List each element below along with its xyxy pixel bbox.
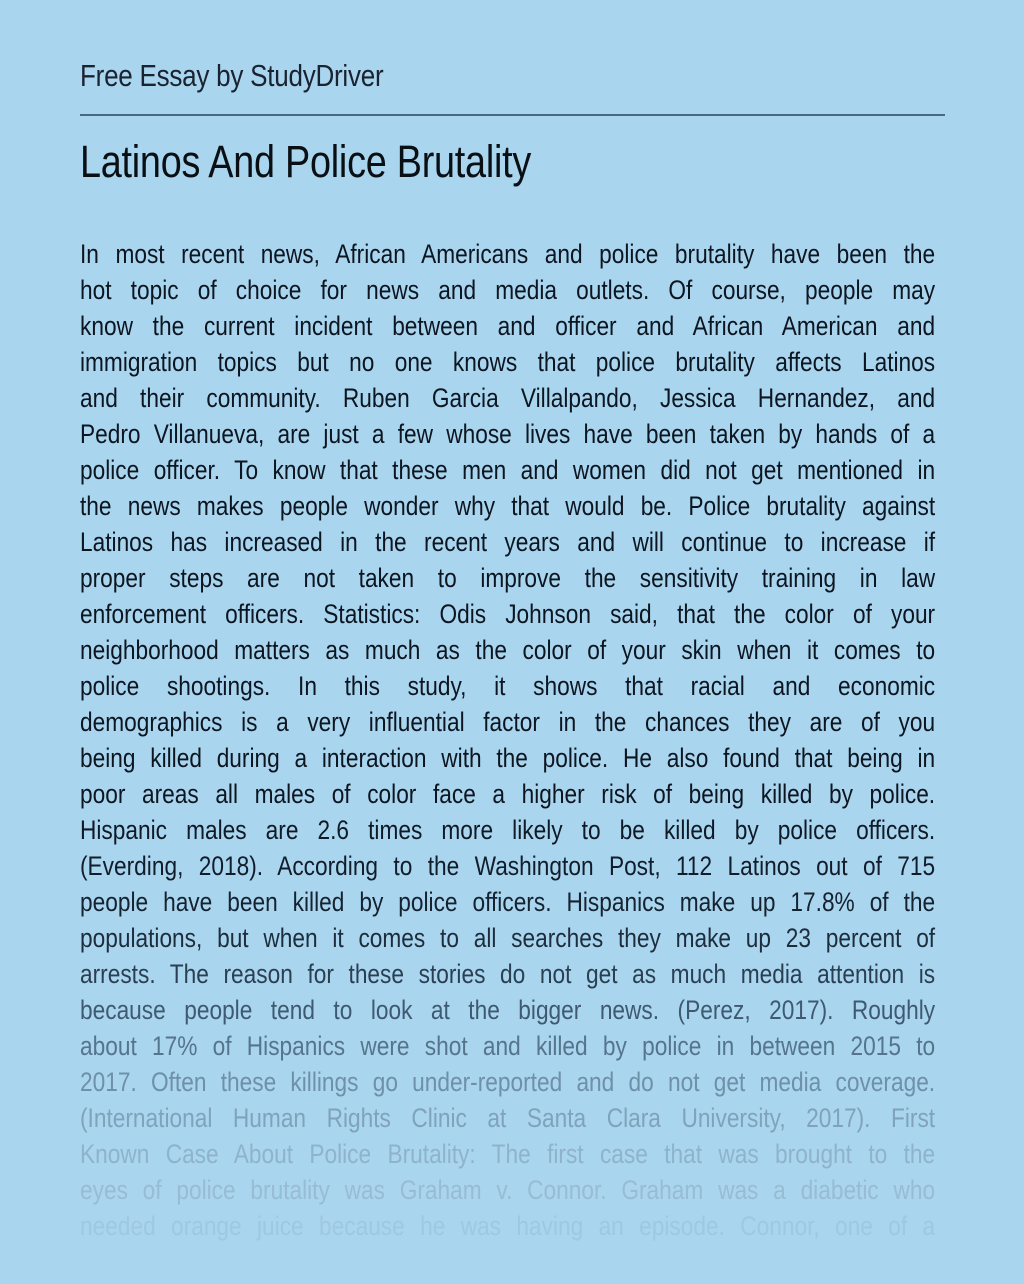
essay-line [80, 524, 935, 560]
essay-line-text: hot topic of choice for news and media outlets. Of course, people may [80, 275, 936, 305]
essay-line-text: poor areas all males of color face a higher risk of being killed by police. [80, 779, 936, 809]
essay-line-text: Known Case About Police Brutality: The first case that was brought to the [80, 1139, 936, 1169]
essay-line [80, 956, 935, 992]
essay-line [80, 1136, 935, 1172]
essay-line [80, 596, 935, 632]
essay-line-text: Hispanic males are 2.6 times more likely to be killed by police officers. [80, 815, 936, 845]
essay-line-text: know the current incident between and officer and African American and [80, 311, 936, 341]
essay-line [80, 236, 935, 272]
essay-line [80, 344, 935, 380]
essay-line [80, 560, 935, 596]
essay-line-text: neighborhood matters as much as the color of your skin when it comes to [80, 635, 936, 665]
essay-line-text: 2017. Often these killings go under-reported and do not get media coverage. [80, 1067, 936, 1097]
essay-line [80, 992, 935, 1028]
essay-line-text: police shootings. In this study, it shows that racial and economic [80, 671, 936, 701]
essay-line-text: Pedro Villanueva, are just a few whose lives have been taken by hands of a [80, 419, 936, 449]
essay-line-text: arrests. The reason for these stories do not get as much media attention is [80, 959, 936, 989]
essay-line-text: immigration topics but no one knows that police brutality affects Latinos [80, 347, 936, 377]
essay-line [80, 812, 935, 848]
essay-line-text: eyes of police brutality was Graham v. Connor. Graham was a diabetic who [80, 1175, 936, 1205]
essay-line [80, 740, 935, 776]
essay-line-text: demographics is a very influential factor in the chances they are of you [80, 707, 936, 737]
essay-line [80, 416, 935, 452]
essay-line [80, 380, 935, 416]
essay-line-text: about 17% of Hispanics were shot and killed by police in between 2015 to [80, 1031, 936, 1061]
essay-line [80, 920, 935, 956]
essay-line [80, 632, 935, 668]
essay-line-text: populations, but when it comes to all searches they make up 23 percent of [80, 923, 936, 953]
essay-line-text: (Everding, 2018). According to the Washington Post, 112 Latinos out of 715 [80, 851, 936, 881]
essay-line [80, 884, 935, 920]
essay-line [80, 1208, 935, 1244]
essay-line-text: proper steps are not taken to improve the sensitivity training in law [80, 563, 936, 593]
essay-line [80, 668, 935, 704]
brand-label: Free Essay by StudyDriver [80, 58, 384, 93]
essay-line [80, 488, 935, 524]
essay-line [80, 1064, 935, 1100]
essay-line [80, 704, 935, 740]
essay-line-text: because people tend to look at the bigger news. (Perez, 2017). Roughly [80, 995, 936, 1025]
essay-line-text: Latinos has increased in the recent years and will continue to increase if [80, 527, 936, 557]
essay-line-text: the news makes people wonder why that would be. Police brutality against [80, 491, 936, 521]
essay-line [80, 1028, 935, 1064]
essay-line-text: and their community. Ruben Garcia Villalpando, Jessica Hernandez, and [80, 383, 936, 413]
essay-line [80, 1100, 935, 1136]
essay-line [80, 1172, 935, 1208]
essay-title: Latinos And Police Brutality [80, 136, 532, 187]
essay-line-text: police officer. To know that these men and women did not get mentioned in [80, 455, 936, 485]
essay-line-text: being killed during a interaction with the police. He also found that being in [80, 743, 936, 773]
header-divider [80, 114, 945, 116]
essay-body [80, 236, 935, 1244]
essay-line [80, 272, 935, 308]
essay-line [80, 308, 935, 344]
essay-line-text: enforcement officers. Statistics: Odis Johnson said, that the color of your [80, 599, 936, 629]
essay-line [80, 848, 935, 884]
essay-line [80, 452, 935, 488]
essay-line-text: In most recent news, African Americans and police brutality have been the [80, 239, 936, 269]
essay-line-text: needed orange juice because he was having an episode. Connor, one of a [80, 1211, 936, 1241]
essay-line [80, 776, 935, 812]
essay-line-text: (International Human Rights Clinic at Santa Clara University, 2017). First [80, 1103, 936, 1133]
essay-line-text: people have been killed by police officers. Hispanics make up 17.8% of the [80, 887, 936, 917]
